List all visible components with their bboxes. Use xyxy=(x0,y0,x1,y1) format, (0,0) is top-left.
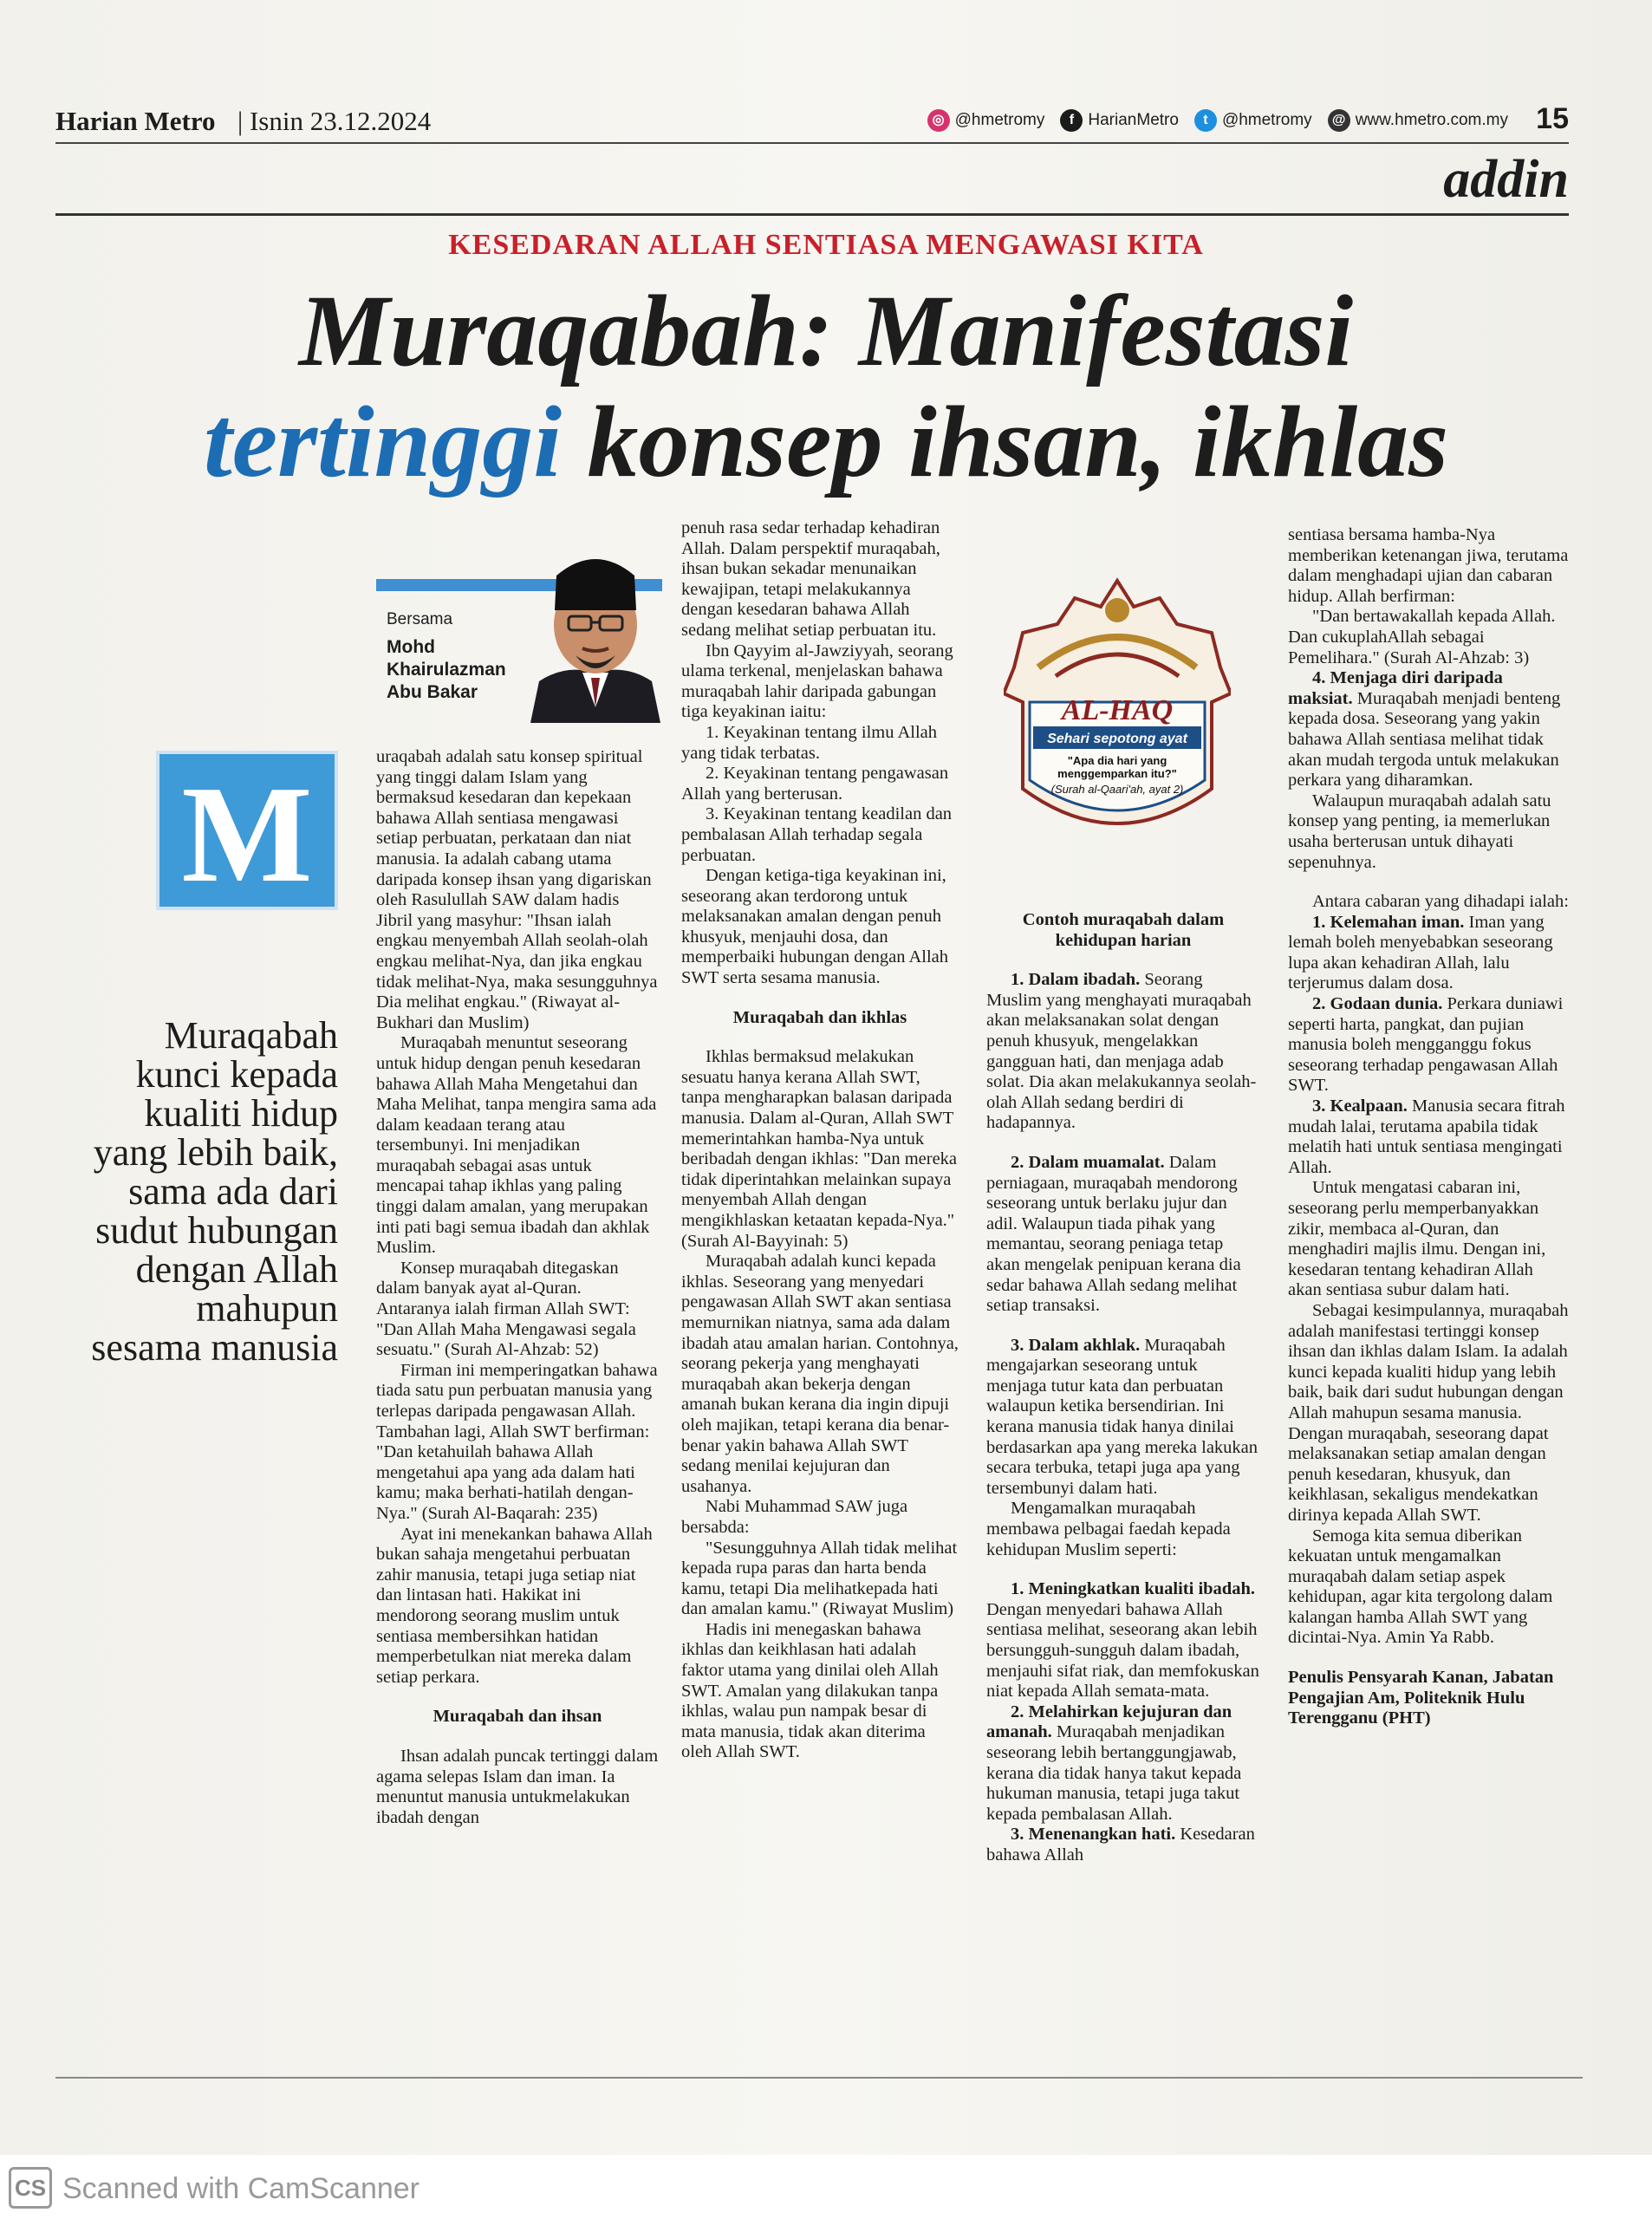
item-text: Muraqabah menjadikan seseorang lebih bertanggungjawab, kerana dia tidak hanya takut kepada hukuman manusia, tetapi juga takut kepada pembalasan Allah. xyxy=(986,1722,1242,1824)
social-label: @hmetromy xyxy=(954,111,1045,129)
item-text: Muraqabah mengajarkan seseorang untuk menjaga tutur kata dan perbuatan walaupun ketika bersendirian. Ini kerana manusia tidak hanya dinilai berdasarkan apa yang mereka lakukan secara terbuka, tetapi juga apa yang tersembunyi dalam hati. xyxy=(986,1335,1259,1498)
social-instagram xyxy=(927,109,1045,132)
item-text: Iman yang lemah boleh menyebabkan seseorang lupa akan kehadiran Allah, lalu terjerumus dalam dosa. xyxy=(1288,912,1553,993)
paragraph: sentiasa bersama hamba-Nya memberikan ketenangan jiwa, terutama dalam menghadapi ujian dan cabaran hidup. Allah berfirman: xyxy=(1288,525,1569,606)
paragraph xyxy=(1288,994,1571,1096)
twitter-icon: t xyxy=(1194,109,1217,132)
paragraph xyxy=(986,1579,1260,1702)
page-number: 15 xyxy=(1536,102,1569,135)
masthead xyxy=(55,102,1569,144)
item-text: Manusia secara fitrah mudah lalai, terutama apabila tidak melatih hati untuk sentiasa mengingati Allah. xyxy=(1288,1096,1565,1177)
drop-cap-letter: M xyxy=(181,757,313,911)
paragraph xyxy=(986,1336,1260,1500)
social-facebook xyxy=(1060,109,1179,132)
item-text: Kesedaran bahawa Allah xyxy=(986,1825,1255,1864)
headline-rest: konsep ihsan, ikhlas xyxy=(562,385,1449,498)
facebook-icon: f xyxy=(1060,109,1083,132)
headline-highlight: tertinggi xyxy=(203,385,563,498)
paragraph: Muraqabah menuntut seseorang untuk hidup dengan penuh kesedaran bahawa Allah Maha Mengetahui dan Maha Melihat, tanpa mengira sama ada dalam keadaan terang atau tersembunyi. Ini menjadikan muraqabah sebagai asas untuk mencapai tahap ikhlas yang paling tinggi dalam amalan, yang merupakan inti pati bagi semua ibadah dan akhlak Muslim. xyxy=(376,1033,657,1258)
quote: "Dan bertawakallah kepada Allah. Dan cukuplahAllah sebagai Pemelihara." (Surah Al-Ahzab: 3) xyxy=(1288,607,1556,667)
item-heading: 1. Meningkatkan kualiti ibadah. xyxy=(1011,1579,1255,1599)
section-name: addin xyxy=(1443,150,1569,209)
item-text: Seorang Muslim yang menghayati muraqabah akan melaksanakan solat dengan penuh khusyuk, mengelakkan gangguan hati, dan menjaga adab solat. Dia akan melakukannya seolah-olah Allah sedang berdiri di hadapannya. xyxy=(986,970,1257,1133)
paragraph: uraqabah adalah satu konsep spiritual yang tinggi dalam Islam yang bermaksud kesedaran dan kepekaan bahawa Allah sentiasa mengawasi setiap perbuatan, perkataan dan niat manusia. Ia adalah cabang utama daripada konsep ihsan yang digariskan oleh Rasulullah SAW dalam hadis Jibril yang masyhur: "Ihsan ialah engkau menyembah Allah seolah-olah engkau melihat-Nya, dan jika engkau tidak melihat-Nya, maka sesungguhnya Dia melihat engkau." (Riwayat al-Bukhari dan Muslim) xyxy=(376,747,658,1032)
author-byline xyxy=(376,534,662,725)
paragraph: Konsep muraqabah ditegaskan dalam banyak ayat al-Quran. Antaranya ialah firman Allah SWT: "Dan Allah Maha Mengawasi segala sesuatu." (Surah Al-Ahzab: 52) xyxy=(376,1258,636,1360)
paragraph: Hadis ini menegaskan bahawa ikhlas dan keikhlasan hati adalah faktor utama yang dinilai oleh Allah SWT. Amalan yang dilakukan tanpa ikhlas, walau pun nampak besar di mata manusia, tidak akan diterima oleh Allah SWT. xyxy=(681,1619,939,1762)
paper-name: Harian Metro xyxy=(55,106,216,136)
al-haq-reference: (Surah al-Qaari'ah, ayat 2) xyxy=(1050,783,1184,796)
pull-quote: Muraqabah kunci kepada kualiti hidup yang lebih baik, sama ada dari sudut hubungan dengan Allah mahupun sesama manusia xyxy=(91,1014,338,1369)
social-web xyxy=(1328,109,1508,132)
scanner-watermark xyxy=(0,2155,1652,2219)
social-label: HarianMetro xyxy=(1088,111,1179,129)
list-item: 2. Keyakinan tentang pengawasan Allah yang berterusan. xyxy=(681,764,949,804)
author-name: Mohd Khairulazman Abu Bakar xyxy=(387,637,506,702)
paragraph xyxy=(1288,913,1571,994)
paragraph: Ihsan adalah puncak tertinggi dalam agama selepas Islam dan iman. Ia menuntut manusia untukmelakukan ibadah dengan xyxy=(376,1746,659,1827)
social-twitter xyxy=(1194,109,1312,132)
paragraph: Ikhlas bermaksud melakukan sesuatu hanya kerana Allah SWT, tanpa mengharapkan balasan daripada manusia. Dalam al-Quran, Allah SWT memerintahkan hamba-Nya untuk beribadah dengan ikhlas: "Dan mereka tidak diperintahkan melainkan supaya menyembah Allah dengan mengikhlaskan ketaatan kepada-Nya." (Surah Al-Bayyinah: 5) xyxy=(681,1047,958,1251)
list-item: 1. Keyakinan tentang ilmu Allah yang tidak terbatas. xyxy=(681,722,938,763)
paragraph: Ibn Qayyim al-Jawziyyah, seorang ulama terkenal, menjelaskan bahawa muraqabah lahir daripada gabungan tiga keyakinan iaitu: xyxy=(681,641,953,722)
paragraph: Dengan ketiga-tiga keyakinan ini, seseorang akan terdorong untuk melaksanakan amalan dengan penuh khusyuk, menjauhi dosa, dan memperbaiki hubungan dengan Allah SWT serta sesama manusia. xyxy=(681,866,948,988)
headline-line1: Muraqabah: Manifestasi xyxy=(298,274,1354,387)
item-heading: 2. Dalam muamalat. xyxy=(1011,1152,1165,1172)
paragraph xyxy=(1288,668,1571,791)
camscanner-text: Scanned with CamScanner xyxy=(62,2172,420,2205)
paragraph: Muraqabah adalah kunci kepada ikhlas. Seseorang yang menyedari pengawasan Allah SWT akan sentiasa memurnikan niatnya, sama ada dalam ibadah atau amalan harian. Contohnya, seorang pekerja yang menghayati muraqabah akan bekerja dengan amanah bukan kerana dia ingin dipuji oleh majikan, tetapi kerana dia benar-benar yakin bahawa Allah SWT sedang menilai kejujuran dan usahanya. xyxy=(681,1252,959,1496)
item-heading: 2. Melahirkan kejujuran dan amanah. xyxy=(986,1702,1232,1742)
list-item: 3. Keyakinan tentang keadilan dan pembalasan Allah terhadap segala perbuatan. xyxy=(681,804,953,865)
paragraph: Firman ini memperingatkan bahawa tiada satu pun perbuatan manusia yang terlepas daripada pengawasan Allah. Tambahan lagi, Allah SWT berfirman: "Dan ketahuilah bahawa Allah mengetahui apa yang ada dalam hati kamu; maka berhati-hatilah dengan-Nya." (Surah Al-Baqarah: 235) xyxy=(376,1360,658,1523)
paragraph: Untuk mengatasi cabaran ini, seseorang perlu memperbanyakkan zikir, membaca al-Quran, dan menghadiri majlis ilmu. Dengan ini, kesedaran tentang kehadiran Allah akan sentiasa subur dalam hati. xyxy=(1288,1178,1546,1300)
item-text: Muraqabah menjadi benteng kepada dosa. Seseorang yang yakin bahawa Allah sentiasa melihat tidak akan mudah tergoda untuk melakukan perkara yang diharamkan. xyxy=(1288,688,1561,791)
item-heading: 3. Menenangkan hati. xyxy=(1011,1825,1176,1845)
paragraph: Nabi Muhammad SAW juga bersabda: xyxy=(681,1497,908,1537)
article-column-4 xyxy=(1288,525,1571,1729)
paragraph xyxy=(986,970,1260,1134)
drop-cap xyxy=(156,751,338,910)
social-label: www.hmetro.com.my xyxy=(1355,111,1508,129)
subheading: Contoh muraqabah dalam kehidupan harian xyxy=(1022,910,1225,950)
paragraph xyxy=(1288,1096,1571,1178)
item-heading: 3. Kealpaan. xyxy=(1312,1096,1408,1116)
al-haq-title: AL-HAQ xyxy=(1061,694,1174,726)
item-heading: 4. Menjaga diri daripada maksiat. xyxy=(1288,668,1503,708)
item-text: Dengan menyedari bahawa Allah sentiasa melihat, seseorang akan lebih bersungguh-sungguh dalam ibadah, menjauhi sifat riak, dan memfokuskan niat kepada Allah semata-mata. xyxy=(986,1599,1259,1702)
article-column-1 xyxy=(376,747,659,1828)
instagram-icon: ◎ xyxy=(927,109,950,132)
item-heading: 1. Kelemahan iman. xyxy=(1312,912,1465,932)
paragraph: Ayat ini menekankan bahawa Allah bukan sahaja mengetahui perbuatan zahir manusia, tetapi juga setiap niat dan lintasan hati. Hakikat ini mendorong seorang muslim untuk sentiasa membersihkan hatidan memperbetulkan niat mereka dalam setiap perkara. xyxy=(376,1524,653,1687)
article-column-2 xyxy=(681,518,959,1763)
al-haq-badge xyxy=(1004,572,1231,858)
section-divider xyxy=(55,213,1569,216)
headline-line2 xyxy=(0,387,1652,498)
item-heading: 3. Dalam akhlak. xyxy=(1011,1335,1141,1355)
item-text: Perkara duniawi seperti harta, pangkat, dan pujian manusia boleh mengganggu fokus seseorang terhadap pengawasan Allah SWT. xyxy=(1288,994,1564,1096)
paragraph: Walaupun muraqabah adalah satu konsep yang penting, ia memerlukan usaha berterusan untuk dihayati sepenuhnya. xyxy=(1288,791,1551,872)
al-haq-verse: "Apa dia hari yang menggemparkan itu?" xyxy=(1057,754,1177,780)
paragraph: penuh rasa sedar terhadap kehadiran Allah. Dalam perspektif muraqabah, ihsan bukan sekadar menunaikan kewajipan, tetapi melakukannya dengan kesedaran bahawa Allah sedang melihat setiap perbuatan itu. xyxy=(681,518,940,640)
paragraph xyxy=(986,1702,1260,1825)
paragraph: Antara cabaran yang dihadapi ialah: xyxy=(1312,892,1569,912)
author-credit: Penulis Pensyarah Kanan, Jabatan Pengajian Am, Politeknik Hulu Terengganu (PHT) xyxy=(1288,1668,1554,1728)
issue-date: | Isnin 23.12.2024 xyxy=(237,106,432,136)
social-label: @hmetromy xyxy=(1221,111,1312,129)
social-links xyxy=(927,109,1508,132)
item-heading: 1. Dalam ibadah. xyxy=(1011,970,1141,990)
paragraph xyxy=(986,1825,1260,1865)
web-icon: @ xyxy=(1328,109,1350,132)
al-haq-subtitle: Sehari sepotong ayat xyxy=(1047,732,1187,746)
headline xyxy=(0,276,1652,498)
paragraph: "Sesungguhnya Allah tidak melihat kepada rupa paras dan harta benda kamu, tetapi Dia melihatkepada hati dan amalan kamu." (Riwayat Muslim) xyxy=(681,1538,958,1619)
author-label: Bersama xyxy=(387,610,453,628)
author-photo xyxy=(530,534,660,723)
item-heading: 2. Godaan dunia. xyxy=(1312,994,1443,1014)
subheading: Muraqabah dan ihsan xyxy=(433,1707,602,1727)
paragraph xyxy=(986,1153,1260,1317)
kicker: KESEDARAN ALLAH SENTIASA MENGAWASI KITA xyxy=(448,229,1204,261)
camscanner-logo: CS xyxy=(9,2167,52,2209)
subheading: Muraqabah dan ikhlas xyxy=(732,1007,907,1027)
page-bottom-rule xyxy=(55,2077,1583,2079)
article-column-3 xyxy=(986,910,1260,1866)
paragraph: Sebagai kesimpulannya, muraqabah adalah manifestasi tertinggi konsep ihsan dan ikhlas dalam Islam. Ia adalah kunci kepada kualiti hidup yang lebih baik, baik dari sudut hubungan dengan Allah mahupun sesama manusia. Dengan muraqabah, seseorang dapat melaksanakan setiap amalan dengan penuh kesedaran, khusyuk, dan keikhlasan, sekaligus mendekatkan dirinya kepada Allah SWT. xyxy=(1288,1300,1569,1525)
paragraph: Semoga kita semua diberikan kekuatan untuk mengamalkan muraqabah dalam setiap aspek kehidupan, agar kita tergolong dalam kalangan hamba Allah SWT yang dicintai-Nya. Amin Ya Rabb. xyxy=(1288,1526,1553,1648)
paragraph: Mengamalkan muraqabah membawa pelbagai faedah kepada kehidupan Muslim seperti: xyxy=(986,1499,1231,1559)
item-text: Dalam perniagaan, muraqabah mendorong seseorang untuk berlaku jujur dan adil. Walaupun tiada pihak yang memantau, seorang peniaga tetap akan mengelak penipuan kerana dia sedar bahawa Allah sedang melihat setiap transaksi. xyxy=(986,1152,1241,1316)
